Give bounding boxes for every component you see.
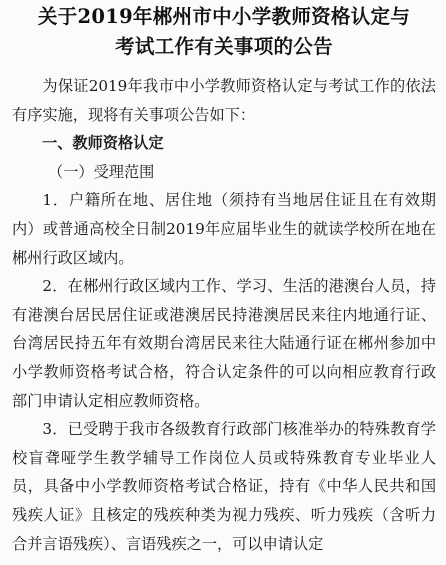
intro-paragraph: 为保证2019年我市中小学教师资格认定与考试工作的依法有序实施，现将有关事项公告如下： — [12, 77, 436, 124]
subsection-heading-scope: （一）受理范围 — [48, 162, 155, 181]
document-body — [12, 72, 436, 558]
item-paragraph-1: 1．户籍所在地、居住地（须持有当地居住证且在有效期内）或普通高校全日制2019年应届毕业生的就读学校所在地在郴州行政区域内。 — [12, 191, 436, 267]
section-heading-qualification: 一、教师资格认定 — [42, 134, 164, 153]
item-paragraph-2: 2．在郴州行政区域内工作、学习、生活的港澳台人员，持有港澳台居民居住证或港澳居民持港澳居民来往内地通行证、台湾居民持五年有效期台湾居民来往大陆通行证在郴州参加中小学教师资格考试合格，符合认定条件的可以向相应教育行政部门申请认定相应教师资格。 — [12, 277, 436, 410]
title-line-2: 考试工作有关事项的公告 — [115, 35, 333, 58]
title-line-1: 关于2019年郴州市中小学教师资格认定与 — [37, 5, 411, 28]
document-title — [12, 2, 436, 62]
item-paragraph-3: 3．已受聘于我市各级教育行政部门核准举办的特殊教育学校盲聋哑学生教学辅导工作岗位人员或特殊教育专业毕业人员，具备中小学教师资格考试合格证，持有《中华人民共和国残疾人证》且核定的残疾种类为视力残疾、听力残疾（含听力合并言语残疾）、言语残疾之一，可以申请认定 — [12, 420, 436, 553]
